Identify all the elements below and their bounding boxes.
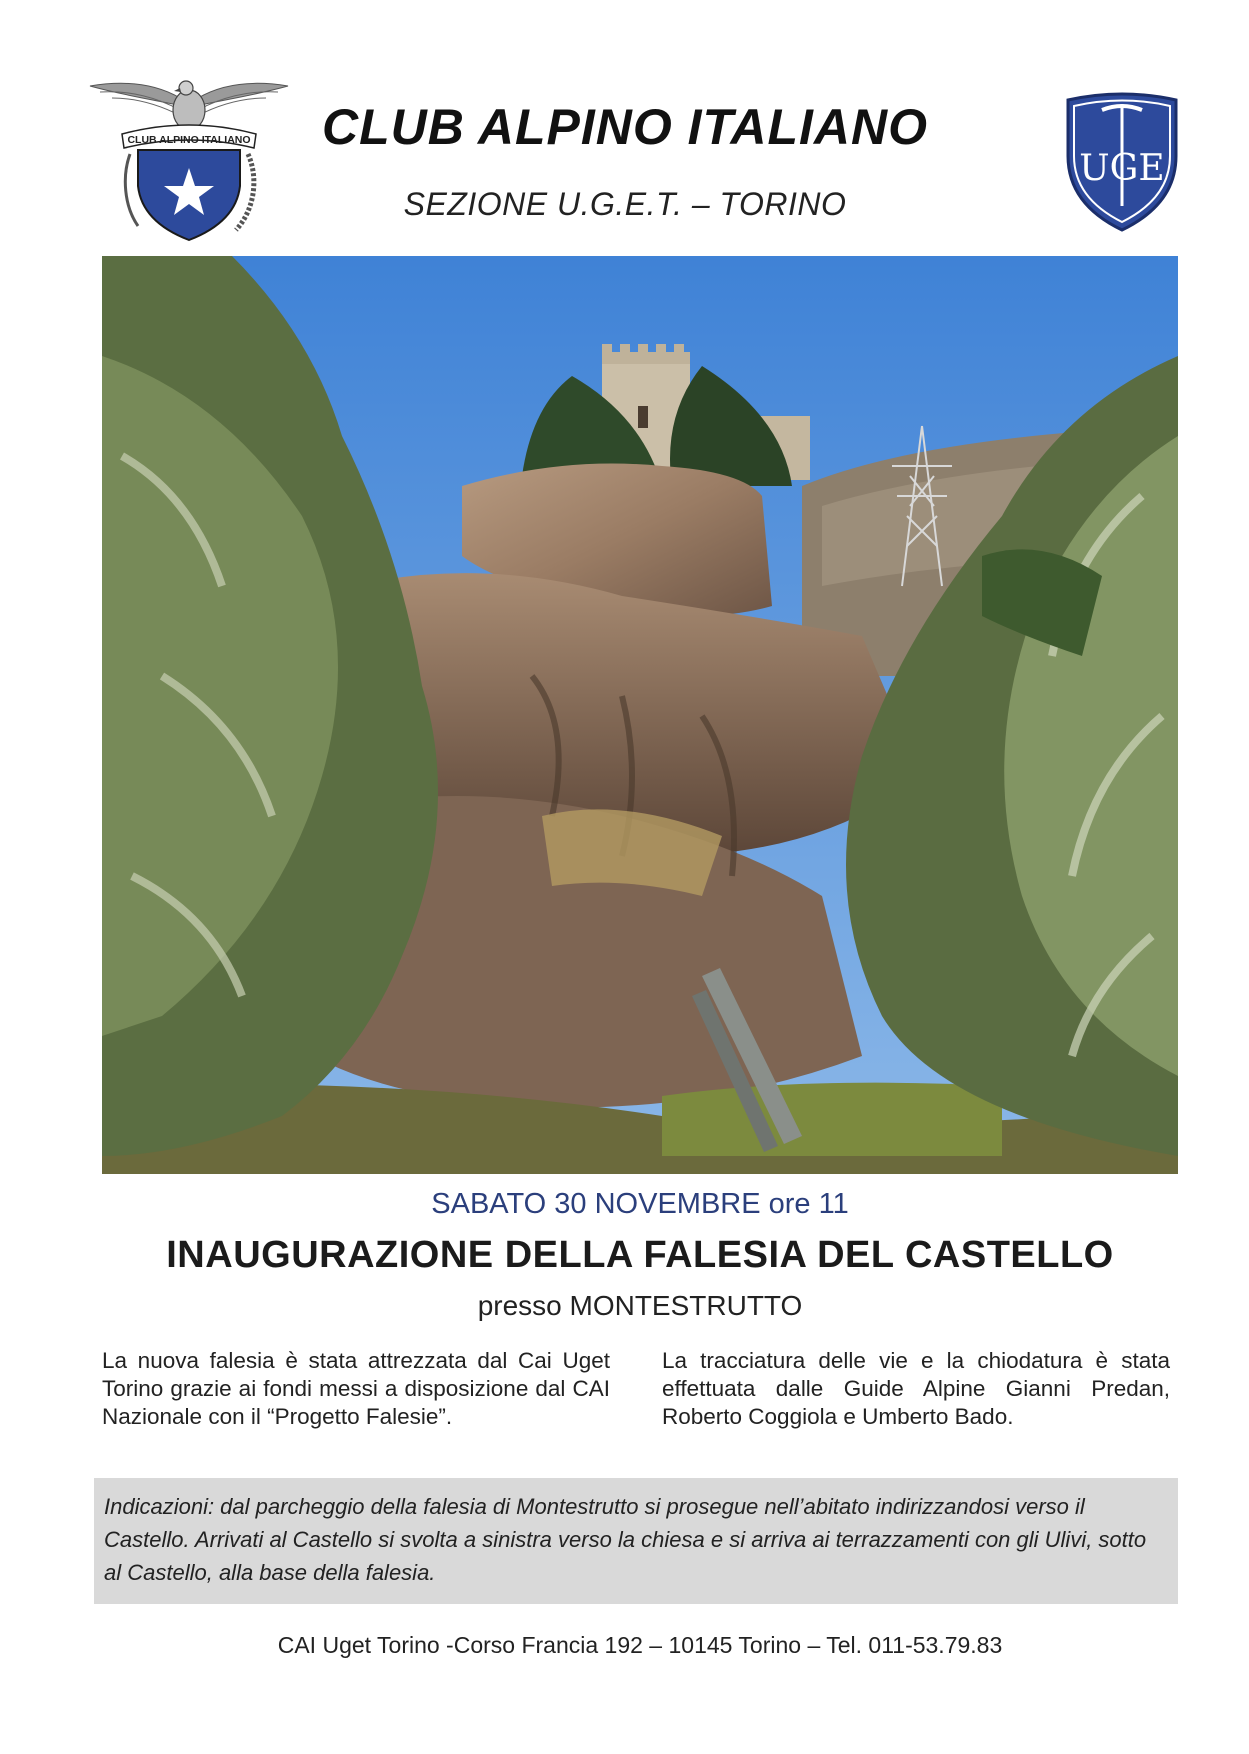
footer-contact: CAI Uget Torino -Corso Francia 192 – 10145 Torino – Tel. 011-53.79.83 [277,1632,1003,1658]
uget-shield-logo [1060,86,1184,234]
castle-rock-photo [102,256,1178,1174]
event-date: SABATO 30 NOVEMBRE ore 11 [431,1188,849,1220]
cai-logo-label: CLUB ALPINO ITALIANO [127,134,251,146]
page-title: CLUB ALPINO ITALIANO [321,99,929,155]
body-text-left: La nuova falesia è stata attrezzata dal Cai Uget Torino grazie ai fondi messi a disposizione dal CAI Nazionale con il “Progetto Falesie”. [102,1348,610,1429]
page-subtitle: SEZIONE U.G.E.T. – TORINO [403,186,847,222]
event-headline: INAUGURAZIONE DELLA FALESIA DEL CASTELLO [166,1234,1114,1276]
body-text-right: La tracciatura delle vie e la chiodatura è stata effettuata dalle Guide Alpine Gianni Predan, Roberto Coggiola e Umberto Bado. [662,1348,1170,1429]
cai-eagle-shield-logo [86,76,292,246]
directions-box: Indicazioni: dal parcheggio della falesia di Montestrutto si prosegue nell’abitato indirizzandosi verso il Castello. Arrivati al Castello si svolta a sinistra verso la chiesa e si arriva ai terrazzamenti con gli Ulivi, sotto al Castello, alla base della falesia. [94,1478,1178,1604]
event-location: presso MONTESTRUTTO [477,1290,803,1321]
uget-logo-label: UGE [1079,148,1165,189]
